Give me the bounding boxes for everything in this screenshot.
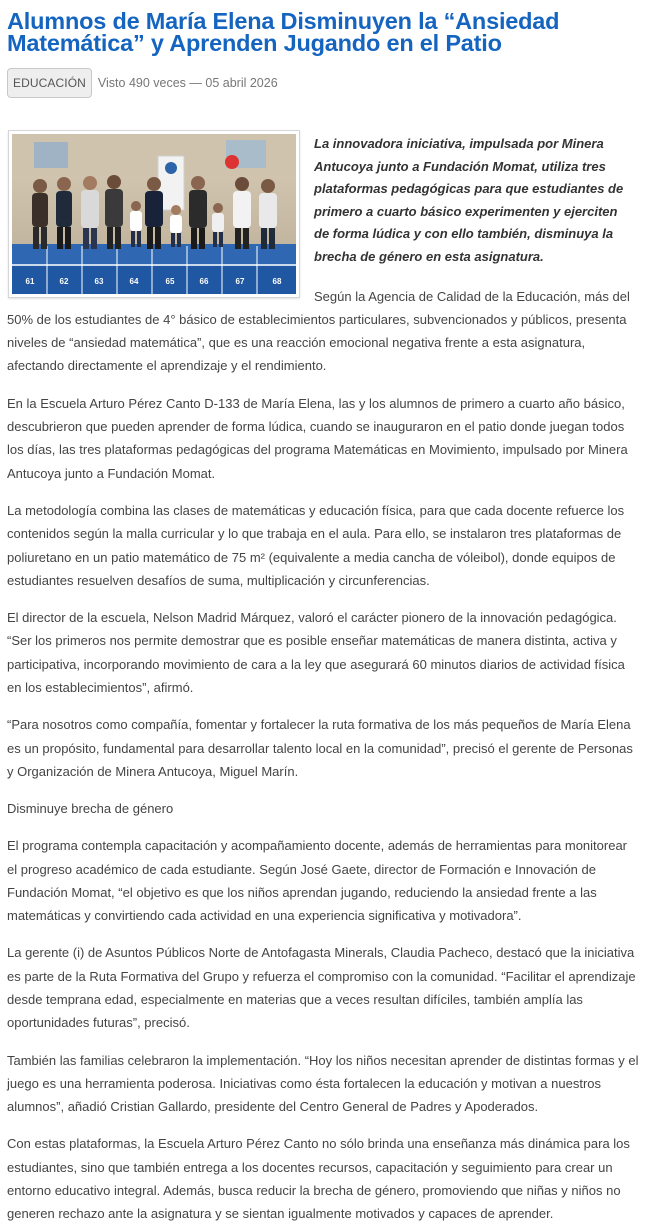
article-paragraph: El programa contempla capacitación y acompañamiento docente, además de herramientas para monitorear el progreso académico de cada estudiante. Según José Gaete, director de Formación e Innovación de Fundación Momat, “el objetivo es que los niños aprendan jugando, reduciendo la ansiedad frente a las matemáticas y convirtiendo cada actividad en una experiencia significativa y motivadora”. xyxy=(7,838,628,924)
article-paragraph: También las familias celebraron la implementación. “Hoy los niños necesitan aprender de distintas formas y el juego es una herramienta poderosa. Iniciativas como ésta fortalecen la educación y motivan a nuestros alumnos”, añadió Cristian Gallardo, presidente del Centro General de Padres y Apoderados. xyxy=(7,1052,639,1115)
photo-number: 63 xyxy=(94,277,104,286)
article-paragraph: La gerente (i) de Asuntos Públicos Norte de Antofagasta Minerals, Claudia Pacheco, destacó que la iniciativa es parte de la Ruta Formativa del Grupo y refuerza el compromiso con la comunidad. “Facilitar el aprendizaje desde temprana edad, especialmente en materias que a veces resultan difíciles, también amplía las oportunidades futuras”, precisó. xyxy=(7,945,636,1031)
article-paragraph: Con estas plataformas, la Escuela Arturo Pérez Canto no sólo brinda una enseñanza más dinámica para los estudiantes, sino que también entrega a los docentes recursos, capacitación y seguimiento para crear un entorno educativo integral. Además, busca reducir la brecha de género, promoviendo que niñas y niños no generen rechazo ante la asignatura y se sientan igualmente motivados y capaces de aprender. xyxy=(7,1136,630,1222)
article-paragraph: La metodología combina las clases de matemáticas y educación física, para que cada docente refuerce los contenidos según la malla curricular y lo que trabaja en el aula. Para ello, se instalaron tres plataformas de poliuretano en un patio matemático de 75 m² (equivalente a media cancha de vóleibol), donde equipos de estudiantes resuelven desafíos de suma, multiplicación y circunferencias. xyxy=(7,502,625,588)
photo-number: 65 xyxy=(165,277,175,286)
category-badge[interactable]: EDUCACIÓN xyxy=(7,68,92,98)
article-photo xyxy=(8,130,300,298)
photo-number: 62 xyxy=(59,277,69,286)
article-paragraph: En la Escuela Arturo Pérez Canto D-133 de María Elena, las y los alumnos de primero a cuarto año básico, descubrieron que pueden aprender de forma lúdica, cuando se inauguraron en el patio donde juegan todos los días, las tres plataformas pedagógicas del programa Matemáticas en Movimiento, impulsado por Minera Antucoya junto a Fundación Momat. xyxy=(7,395,628,481)
photo-number: 66 xyxy=(199,277,209,286)
article-paragraph: Según la Agencia de Calidad de la Educación, más del 50% de los estudiantes de 4° básico de establecimientos particulares, subvencionados y públicos, presenta niveles de “ansiedad matemática”, que es una reacción emocional negativa frente a esta asignatura, afectando directamente el aprendizaje y el rendimiento. xyxy=(7,288,630,374)
views-date: Visto 490 veces — 05 abril 2026 xyxy=(97,76,278,90)
article-title: Alumnos de María Elena Disminuyen la “Ansiedad Matemática” y Aprenden Jugando en el Patio xyxy=(7,8,560,56)
photo-number: 67 xyxy=(235,277,245,286)
article-paragraph: “Para nosotros como compañía, fomentar y fortalecer la ruta formativa de los más pequeños de María Elena es un propósito, fundamental para desarrollar talento local en la comunidad”, precisó el gerente de Personas y Organización de Minera Antucoya, Miguel Marín. xyxy=(7,717,633,779)
article-meta xyxy=(7,67,640,99)
section-subheading: Disminuye brecha de género xyxy=(7,801,174,817)
article-paragraph: El director de la escuela, Nelson Madrid Márquez, valoró el carácter pionero de la innovación pedagógica. “Ser los primeros nos permite demostrar que es posible enseñar matemáticas de manera distinta, activa y participativa, incorporando movimiento de cara a la ley que asegurará 60 minutos diarios de actividad física en los establecimientos”, afirmó. xyxy=(7,610,625,696)
article-lead: La innovadora iniciativa, impulsada por Minera Antucoya junto a Fundación Momat, utiliza tres plataformas pedagógicas para que estudiantes de primero a cuarto básico experimenten y ejerciten de forma lúdica y con ello también, disminuya la brecha de género en esta asignatura. xyxy=(314,136,624,264)
photo-number: 64 xyxy=(129,277,139,286)
photo-number: 61 xyxy=(25,277,35,286)
article-body xyxy=(7,133,640,1226)
photo-number: 68 xyxy=(272,277,282,286)
group-photo-image xyxy=(12,134,296,294)
